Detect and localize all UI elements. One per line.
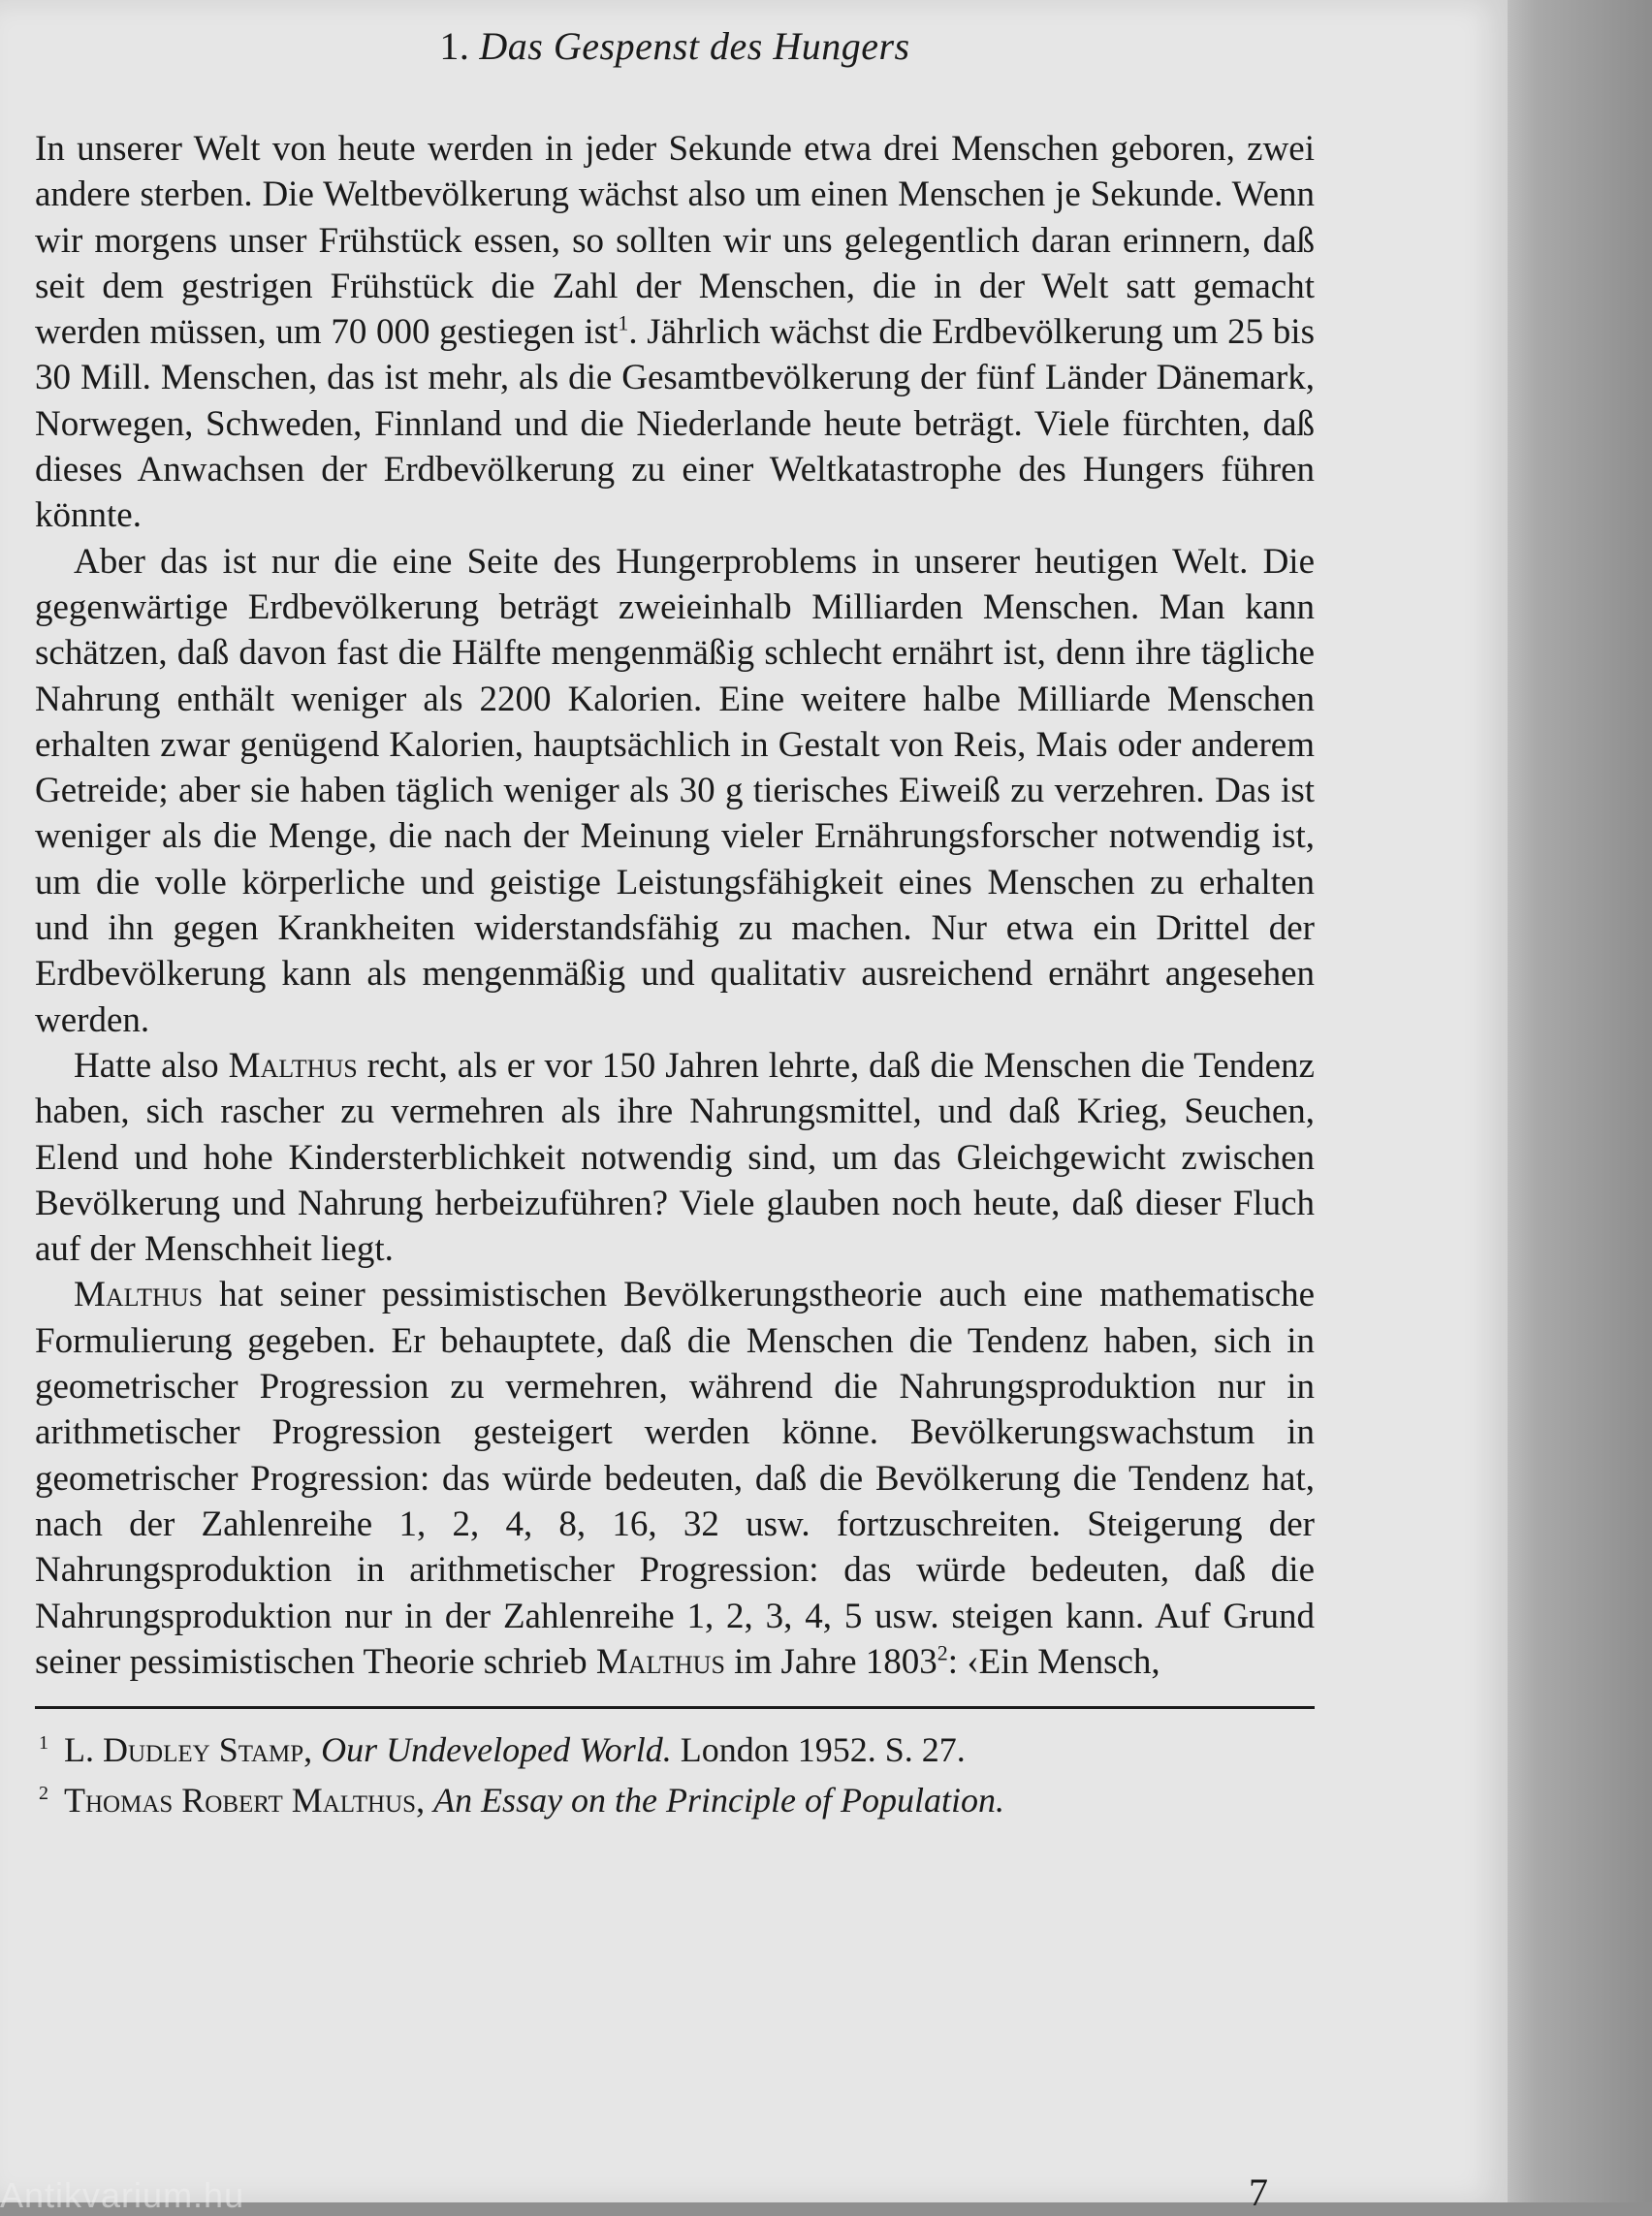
page-edge-shadow [1508, 0, 1652, 2202]
footnote-1 [35, 1725, 1315, 1775]
paragraph-3-start: Hatte also [74, 1045, 229, 1086]
footnote-ref-2: 2 [937, 1640, 948, 1665]
page-number: 7 [1249, 2170, 1268, 2214]
paragraph-4-rest: hat seiner pessimistischen Bevölkerungstheorie auch eine mathematische Formulierung gegeben. Er behauptete, daß die Menschen die Tendenz haben, sich in geometrischer Progression zu vermehren, während die Nahrungsproduktion nur in arithmetischer Progression gesteigert werden könne. Bevölkerungswachstum in geometrischer Progression: das würde bedeuten, daß die Bevölkerung die Tendenz hat, nach der Zahlenreihe 1, 2, 4, 8, 16, 32 usw. fortzuschreiten. Steigerung der Nahrungsproduktion in arithmetischer Progression: das würde bedeuten, daß die Nahrungsproduktion nur in der Zahlenreihe 1, 2, 3, 4, 5 usw. steigen kann. Auf Grund seiner pessimistischen Theorie schrieb [35, 1275, 1315, 1682]
footnote-rule [35, 1706, 1315, 1709]
chapter-number: 1. [439, 24, 470, 68]
paragraph-1-text: In unserer Welt von heute werden in jeder Sekunde etwa drei Menschen geboren, zwei andere sterben. Die Weltbevölkerung wächst also um einen Menschen je Sekunde. Wenn wir morgens unser Frühstück essen, so sollten wir uns gelegentlich daran erinnern, daß seit dem gestrigen Frühstück die Zahl der Menschen, die in der Welt satt gemacht werden müssen, um 70 000 gestiegen ist [35, 129, 1315, 353]
paragraph-2: Aber das ist nur die eine Seite des Hungerproblems in unserer heutigen Welt. Die gegenwärtige Erdbevölkerung beträgt zweieinhalb Milliarden Menschen. Man kann schätzen, daß davon fast die Hälfte mengenmäßig schlecht ernährt ist, denn ihre tägliche Nahrung enthält weniger als 2200 Kalorien. Eine weitere halbe Milliarde Menschen erhalten zwar genügend Kalorien, hauptsächlich in Gestalt von Reis, Mais oder anderem Getreide; aber sie haben täglich weniger als 30 g tierisches Eiweiß zu verzehren. Das ist weniger als die Menge, die nach der Meinung vieler Ernährungsforscher notwendig ist, um die volle körperliche und geistige Leistungsfähigkeit eines Menschen zu erhalten und ihn gegen Krankheiten widerstandsfähig zu machen. Nur etwa ein Drittel der Erdbevölkerung kann als mengenmäßig und qualitativ ausreichend ernährt angesehen werden. [35, 541, 1315, 1040]
paragraph-1-end: . Jährlich wächst die Erdbevölkerung um 25 bis 30 Mill. Menschen, das ist mehr, als die Gesamtbevölkerung der fünf Länder Dänemark, Norwegen, Schweden, Finnland und die Niederlande heute beträgt. Viele fürchten, daß dieses Anwachsen der Erdbevölkerung zu einer Weltkatastrophe des Hungers führen könnte. [35, 312, 1315, 536]
running-head [35, 19, 1315, 74]
footnote-2 [35, 1775, 1315, 1825]
footnote-2-title: An Essay on the Principle of Population. [433, 1781, 1004, 1820]
paragraph-1 [35, 126, 1315, 539]
footnote-1-mark: 1 [39, 1732, 48, 1755]
paragraph-3 [35, 1043, 1315, 1272]
footnote-1-rest: London 1952. S. 27. [680, 1730, 966, 1770]
watermark: Antikvarium.hu [0, 2175, 245, 2215]
paragraph-4-end: : ‹Ein Mensch, [947, 1641, 1160, 1682]
page-content [35, 19, 1315, 1825]
paragraph-4 [35, 1272, 1315, 1685]
paragraph-3-rest: recht, als er vor 150 Jahren lehrte, daß die Menschen die Tendenz haben, sich rascher zu vermehren als ihre Nahrungsmittel, und daß Krieg, Seuchen, Elend und hohe Kindersterblichkeit notwendig sind, um das Gleichgewicht zwischen Bevölkerung und Nahrung herbeizuführen? Viele glauben noch heute, daß dieser Fluch auf der Menschheit liegt. [35, 1045, 1315, 1270]
footnotes [35, 1725, 1315, 1825]
footnote-2-mark: 2 [39, 1783, 48, 1805]
author-name-malthus: Malthus [228, 1045, 358, 1086]
body-text [35, 126, 1315, 1685]
chapter-title: Das Gespenst des Hungers [479, 24, 910, 68]
footnote-ref-1: 1 [618, 310, 629, 335]
paragraph-4-year: im Jahre 1803 [724, 1641, 937, 1682]
footnote-1-author: L. Dudley Stamp, [64, 1730, 313, 1770]
author-name-malthus: Malthus [74, 1275, 204, 1315]
footnote-1-title: Our Undeveloped World. [321, 1730, 672, 1770]
footnote-2-author: Thomas Robert Malthus, [64, 1781, 426, 1820]
author-name-malthus: Malthus [595, 1641, 725, 1682]
